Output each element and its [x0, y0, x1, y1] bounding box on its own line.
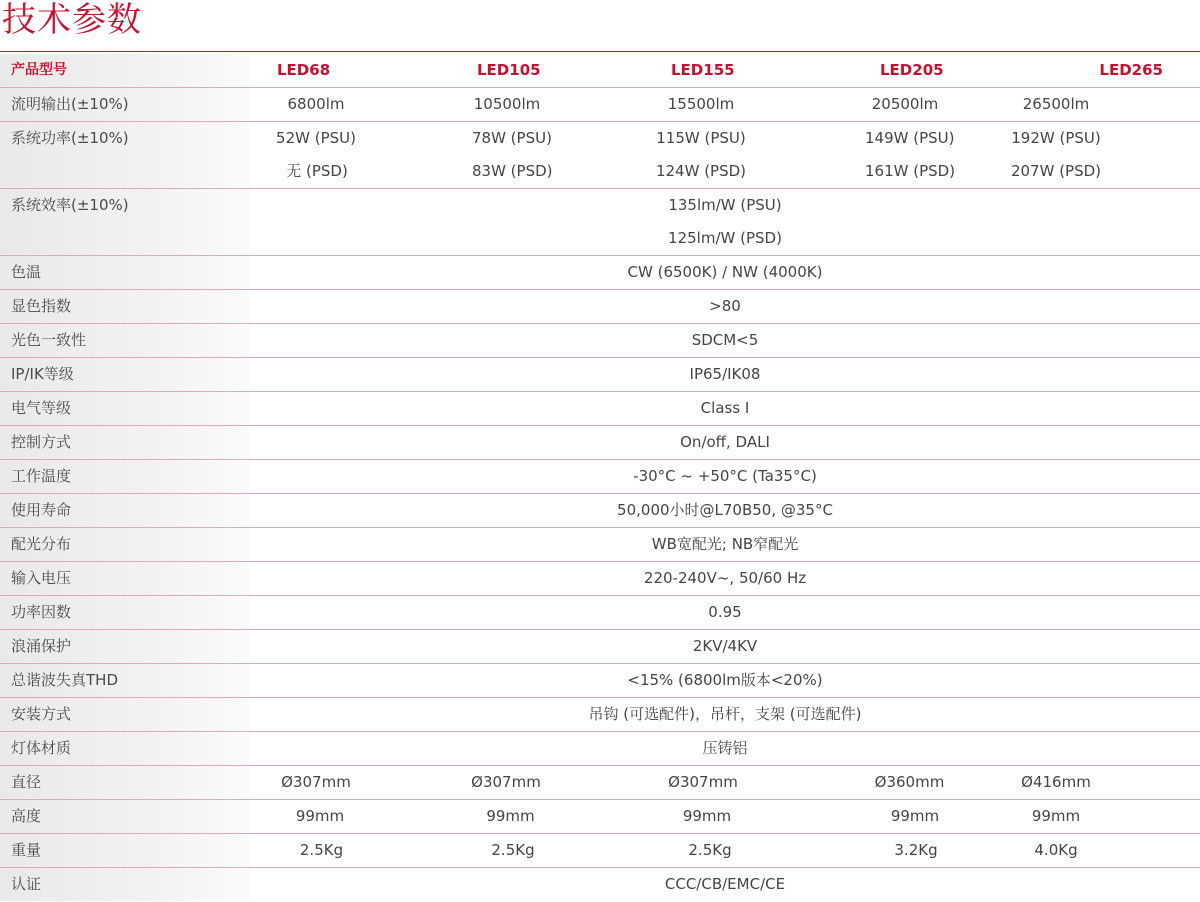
row-label: 安装方式 [0, 698, 250, 732]
row-label: 浪涌保护 [0, 630, 250, 664]
table-cell: Ø307mm [542, 766, 748, 800]
table-cell: 2.5Kg [250, 834, 360, 868]
table-cell: 52W (PSU) [276, 129, 356, 147]
row-label: 光色一致性 [0, 324, 250, 358]
table-cell: 149W (PSU) [865, 129, 955, 147]
model-header: LED105 [360, 54, 542, 88]
row-label: 电气等级 [0, 392, 250, 426]
table-cell: SDCM<5 [250, 324, 1200, 358]
table-cell: 99mm [748, 800, 945, 834]
row-label: 总谐波失真THD [0, 664, 250, 698]
table-cell: 115W (PSU) [656, 129, 746, 147]
model-header: LED155 [542, 54, 748, 88]
table-row [0, 256, 1200, 290]
table-cell: 15500lm [542, 88, 748, 122]
table-header-row [0, 54, 1200, 88]
table-cell: 吊钩 (可选配件)，吊杆，支架 (可选配件) [250, 698, 1200, 732]
table-cell: 207W (PSD) [945, 155, 1200, 189]
spec-table [0, 54, 1200, 901]
table-row [0, 88, 1200, 122]
table-cell: 135lm/W (PSU) [668, 196, 782, 214]
table-row [0, 800, 1200, 834]
table-cell: 50,000小时@L70B50, @35°C [250, 494, 1200, 528]
table-cell: -30°C ~ +50°C (Ta35°C) [250, 460, 1200, 494]
table-row [0, 290, 1200, 324]
row-label: 灯体材质 [0, 732, 250, 766]
table-cell: 6800lm [250, 88, 360, 122]
table-cell: 220-240V~, 50/60 Hz [250, 562, 1200, 596]
table-cell: 无 (PSD) [250, 155, 360, 189]
table-cell: 124W (PSD) [542, 155, 748, 189]
row-label: 工作温度 [0, 460, 250, 494]
table-row [0, 426, 1200, 460]
table-row [0, 122, 1200, 156]
table-row [0, 698, 1200, 732]
table-cell: 83W (PSD) [360, 155, 542, 189]
row-label: 显色指数 [0, 290, 250, 324]
table-cell: 2.5Kg [542, 834, 748, 868]
model-header: LED68 [250, 54, 360, 88]
table-row [0, 392, 1200, 426]
row-label: 功率因数 [0, 596, 250, 630]
row-label: 高度 [0, 800, 250, 834]
header-label: 产品型号 [0, 54, 250, 88]
row-label: 系统效率(±10%) [0, 189, 250, 256]
table-row [0, 834, 1200, 868]
table-row [0, 494, 1200, 528]
row-label: 色温 [0, 256, 250, 290]
table-cell: >80 [250, 290, 1200, 324]
table-cell: Ø360mm [748, 766, 945, 800]
title-divider [0, 51, 1200, 52]
table-cell: 161W (PSD) [748, 155, 945, 189]
row-label: 使用寿命 [0, 494, 250, 528]
table-cell: On/off, DALI [250, 426, 1200, 460]
table-cell: 0.95 [250, 596, 1200, 630]
table-row [0, 630, 1200, 664]
table-cell: <15% (6800lm版本<20%) [250, 664, 1200, 698]
table-cell: WB宽配光; NB窄配光 [250, 528, 1200, 562]
table-row [0, 324, 1200, 358]
table-row [0, 732, 1200, 766]
row-label: 系统功率(±10%) [0, 122, 250, 189]
table-cell: 26500lm [945, 88, 1200, 122]
row-label: 直径 [0, 766, 250, 800]
table-cell: 192W (PSU) [1011, 129, 1101, 147]
model-header: LED265 [945, 54, 1200, 88]
table-cell: CCC/CB/EMC/CE [664, 875, 786, 893]
table-cell: 2.5Kg [360, 834, 542, 868]
row-label: 配光分布 [0, 528, 250, 562]
table-cell: Ø307mm [250, 766, 360, 800]
row-label: 控制方式 [0, 426, 250, 460]
table-cell: CW (6500K) / NW (4000K) [250, 256, 1200, 290]
table-cell: Ø307mm [360, 766, 542, 800]
table-cell: 99mm [250, 800, 360, 834]
table-cell: 3.2Kg [748, 834, 945, 868]
table-row [0, 562, 1200, 596]
row-label: 重量 [0, 834, 250, 868]
table-cell: 压铸铝 [250, 732, 1200, 766]
row-label: 输入电压 [0, 562, 250, 596]
table-cell: 78W (PSU) [472, 129, 552, 147]
page-title: 技术参数 [2, 0, 142, 40]
table-row [0, 766, 1200, 800]
table-cell: 99mm [945, 800, 1200, 834]
table-row [0, 596, 1200, 630]
table-row [0, 868, 1200, 902]
table-cell: IP65/IK08 [250, 358, 1200, 392]
table-row [0, 460, 1200, 494]
row-label: IP/IK等级 [0, 358, 250, 392]
table-row [0, 189, 1200, 223]
table-row [0, 664, 1200, 698]
table-cell: 99mm [542, 800, 748, 834]
table-cell: 20500lm [748, 88, 945, 122]
table-cell: Ø416mm [945, 766, 1200, 800]
table-row [0, 528, 1200, 562]
table-cell: 2KV/4KV [250, 630, 1200, 664]
table-cell: Class I [250, 392, 1200, 426]
row-label: 流明输出(±10%) [0, 88, 250, 122]
table-cell: 125lm/W (PSD) [250, 222, 1200, 256]
table-row [0, 358, 1200, 392]
table-cell: 10500lm [360, 88, 542, 122]
row-label: 认证 [0, 868, 250, 902]
model-header: LED205 [748, 54, 945, 88]
table-cell: 99mm [360, 800, 542, 834]
table-cell: 4.0Kg [945, 834, 1200, 868]
